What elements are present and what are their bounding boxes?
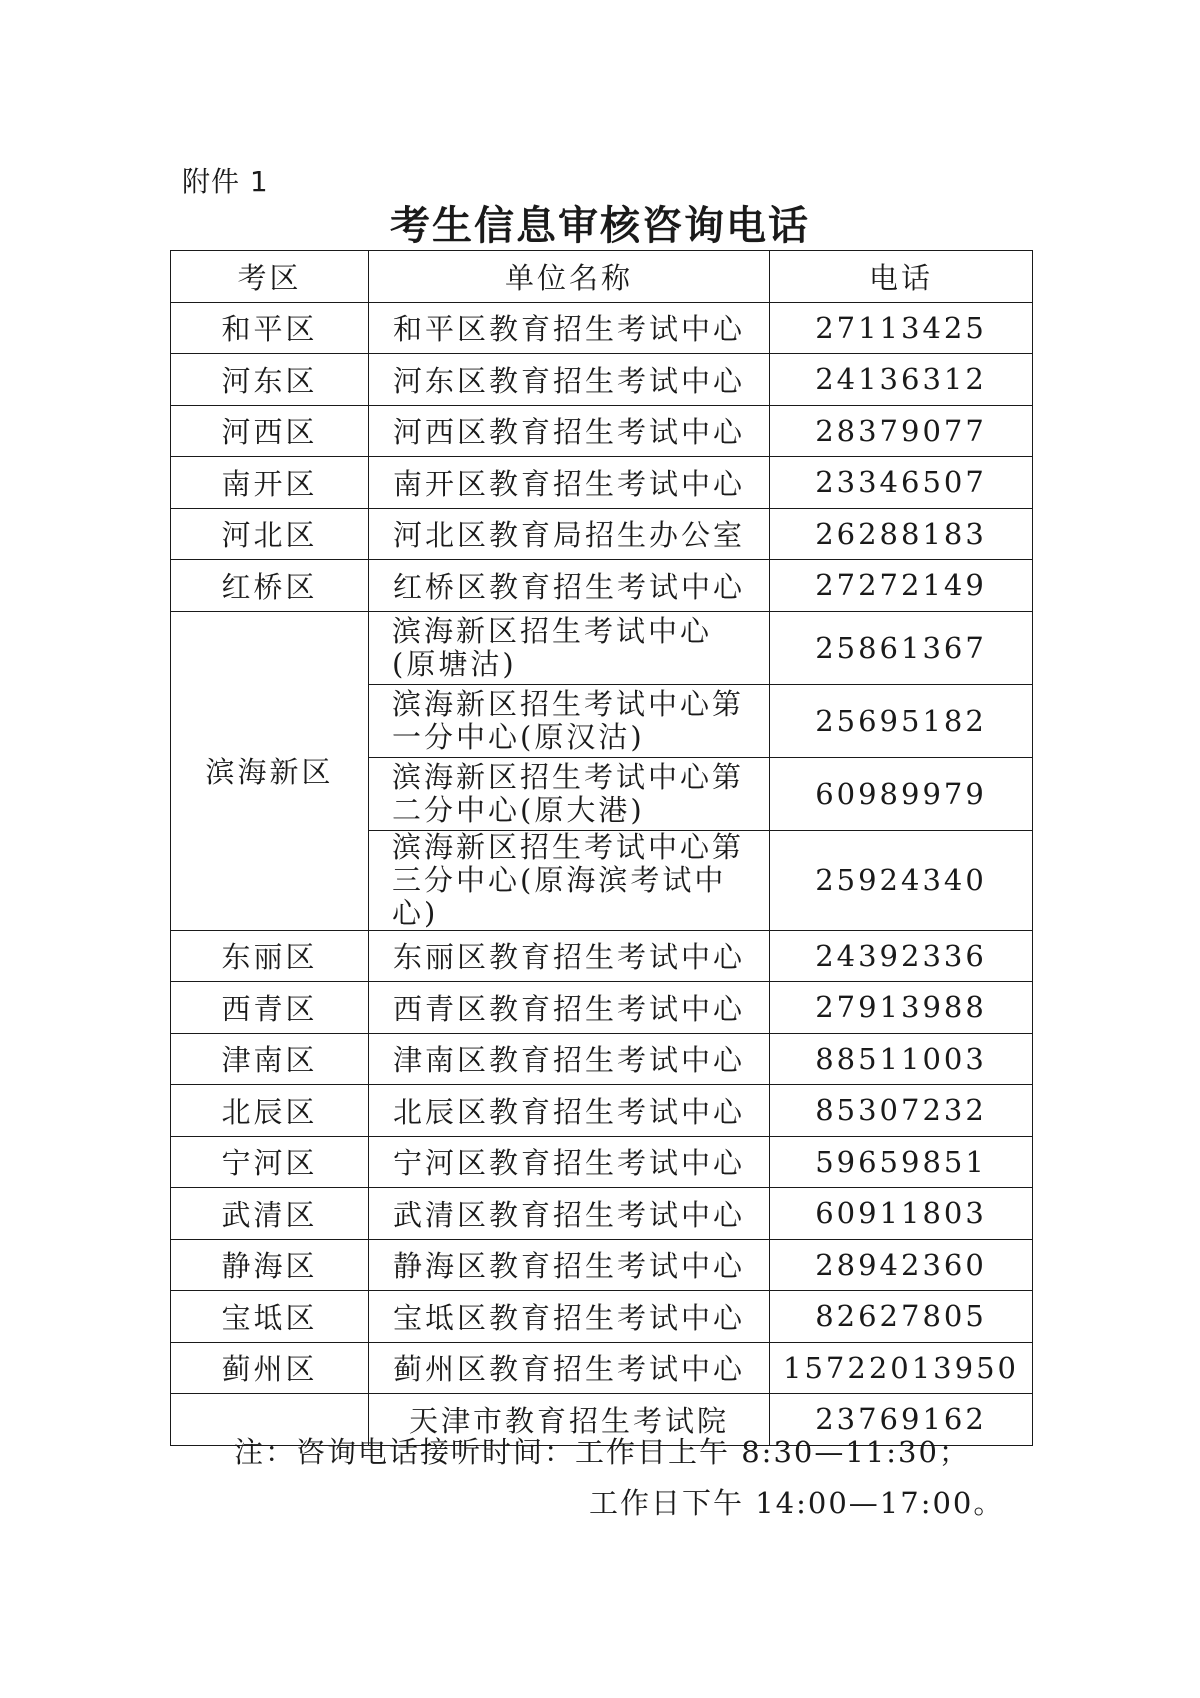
note-line-1: 注：咨询电话接听时间：工作日上午 8:30—11:30； bbox=[234, 1435, 970, 1469]
table-row bbox=[171, 1291, 1033, 1343]
header-unit: 单位名称 bbox=[369, 251, 770, 303]
unit-cell: 北辰区教育招生考试中心 bbox=[369, 1085, 770, 1137]
table-row bbox=[171, 1239, 1033, 1291]
unit-text: 滨海新区招生考试中心第二分中心(原大港) bbox=[392, 759, 745, 827]
note-line-2: 工作日下午 14:00—17:00。 bbox=[589, 1486, 1005, 1520]
unit-cell: 东丽区教育招生考试中心 bbox=[369, 930, 770, 982]
phone-cell: 15722013950 bbox=[770, 1342, 1033, 1394]
district-cell: 河东区 bbox=[171, 354, 369, 406]
phone-cell: 28379077 bbox=[770, 405, 1033, 457]
unit-cell: 西青区教育招生考试中心 bbox=[369, 982, 770, 1034]
unit-text: 滨海新区招生考试中心(原塘沽) bbox=[392, 613, 713, 681]
table-row bbox=[171, 1033, 1033, 1085]
district-cell: 河北区 bbox=[171, 508, 369, 560]
unit-cell: 静海区教育招生考试中心 bbox=[369, 1239, 770, 1291]
unit-text: 滨海新区招生考试中心第三分中心(原海滨考试中心) bbox=[392, 829, 745, 930]
unit-cell: 河北区教育局招生办公室 bbox=[369, 508, 770, 560]
phone-cell: 59659851 bbox=[770, 1136, 1033, 1188]
phone-cell: 24136312 bbox=[770, 354, 1033, 406]
header-phone: 电话 bbox=[770, 251, 1033, 303]
phone-cell: 27272149 bbox=[770, 560, 1033, 612]
district-cell: 静海区 bbox=[171, 1239, 369, 1291]
unit-text: 滨海新区招生考试中心第一分中心(原汉沽) bbox=[392, 686, 745, 754]
phone-cell: 60911803 bbox=[770, 1188, 1033, 1240]
unit-cell: 和平区教育招生考试中心 bbox=[369, 302, 770, 354]
district-cell: 宁河区 bbox=[171, 1136, 369, 1188]
table-row bbox=[171, 1342, 1033, 1394]
phone-cell: 27913988 bbox=[770, 982, 1033, 1034]
district-cell: 北辰区 bbox=[171, 1085, 369, 1137]
phone-cell: 23346507 bbox=[770, 457, 1033, 509]
table-row bbox=[171, 982, 1033, 1034]
unit-cell: 宝坻区教育招生考试中心 bbox=[369, 1291, 770, 1343]
table-row-binhai bbox=[171, 611, 1033, 684]
unit-cell: 河东区教育招生考试中心 bbox=[369, 354, 770, 406]
table-row bbox=[171, 1188, 1033, 1240]
unit-cell bbox=[369, 611, 770, 684]
attachment-label: 附件 1 bbox=[182, 165, 269, 198]
phone-cell: 25861367 bbox=[770, 611, 1033, 684]
table-header-row bbox=[171, 251, 1033, 303]
table-row bbox=[171, 457, 1033, 509]
district-cell: 西青区 bbox=[171, 982, 369, 1034]
phone-cell: 25695182 bbox=[770, 684, 1033, 757]
unit-cell: 南开区教育招生考试中心 bbox=[369, 457, 770, 509]
district-cell: 津南区 bbox=[171, 1033, 369, 1085]
unit-cell: 天津市教育招生考试院 bbox=[369, 1394, 770, 1446]
unit-cell: 河西区教育招生考试中心 bbox=[369, 405, 770, 457]
district-cell: 武清区 bbox=[171, 1188, 369, 1240]
unit-cell: 红桥区教育招生考试中心 bbox=[369, 560, 770, 612]
district-cell-binhai: 滨海新区 bbox=[171, 611, 369, 930]
unit-cell: 蓟州区教育招生考试中心 bbox=[369, 1342, 770, 1394]
district-cell: 宝坻区 bbox=[171, 1291, 369, 1343]
district-cell: 红桥区 bbox=[171, 560, 369, 612]
phone-cell: 85307232 bbox=[770, 1085, 1033, 1137]
phone-cell: 88511003 bbox=[770, 1033, 1033, 1085]
document-title: 考生信息审核咨询电话 bbox=[390, 203, 810, 249]
unit-cell bbox=[369, 684, 770, 757]
district-cell: 河西区 bbox=[171, 405, 369, 457]
district-cell: 和平区 bbox=[171, 302, 369, 354]
phone-cell: 23769162 bbox=[770, 1394, 1033, 1446]
contact-table bbox=[170, 250, 1033, 1446]
phone-cell: 24392336 bbox=[770, 930, 1033, 982]
unit-cell: 武清区教育招生考试中心 bbox=[369, 1188, 770, 1240]
phone-cell: 82627805 bbox=[770, 1291, 1033, 1343]
table-row bbox=[171, 1085, 1033, 1137]
table-row bbox=[171, 302, 1033, 354]
phone-cell: 60989979 bbox=[770, 757, 1033, 830]
unit-cell bbox=[369, 757, 770, 830]
phone-cell: 26288183 bbox=[770, 508, 1033, 560]
table-row bbox=[171, 405, 1033, 457]
table-row bbox=[171, 508, 1033, 560]
table-row bbox=[171, 1136, 1033, 1188]
unit-cell: 津南区教育招生考试中心 bbox=[369, 1033, 770, 1085]
district-cell: 南开区 bbox=[171, 457, 369, 509]
unit-cell bbox=[369, 830, 770, 930]
table-row bbox=[171, 354, 1033, 406]
phone-cell: 25924340 bbox=[770, 830, 1033, 930]
district-cell: 蓟州区 bbox=[171, 1342, 369, 1394]
table-row bbox=[171, 930, 1033, 982]
phone-cell: 27113425 bbox=[770, 302, 1033, 354]
unit-cell: 宁河区教育招生考试中心 bbox=[369, 1136, 770, 1188]
district-cell: 东丽区 bbox=[171, 930, 369, 982]
phone-cell: 28942360 bbox=[770, 1239, 1033, 1291]
table-row bbox=[171, 560, 1033, 612]
header-district: 考区 bbox=[171, 251, 369, 303]
